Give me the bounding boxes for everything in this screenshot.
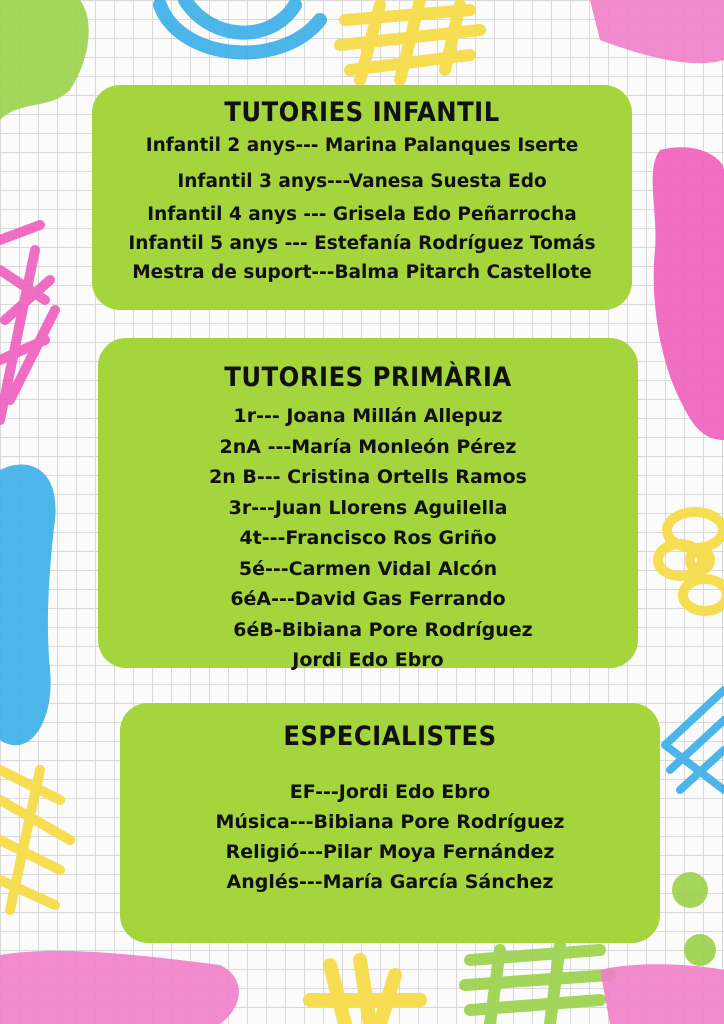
especialistes-line: EF---Jordi Edo Ebro bbox=[289, 781, 491, 803]
card-title-infantil: TUTORIES INFANTIL bbox=[224, 97, 500, 128]
primaria-line: 2n B--- Cristina Ortells Ramos bbox=[209, 466, 527, 488]
yellow-scribble-left bbox=[0, 770, 70, 910]
infantil-line: Infantil 5 anys --- Estefanía Rodríguez Tomás bbox=[128, 233, 596, 254]
primaria-line: 6éA---David Gas Ferrando bbox=[230, 588, 506, 610]
pink-scribble-top-right bbox=[590, 0, 724, 63]
infantil-line: Infantil 3 anys---Vanesa Suesta Edo bbox=[177, 171, 547, 192]
especialistes-line: Religió---Pilar Moya Fernández bbox=[225, 841, 555, 863]
card-tutories-infantil bbox=[92, 85, 632, 310]
primaria-line: 2nA ---María Monleón Pérez bbox=[219, 435, 517, 458]
yellow-flower-bottom bbox=[310, 960, 420, 1024]
pink-scribble-left bbox=[0, 225, 55, 420]
card-tutories-primaria bbox=[98, 338, 638, 671]
blue-blob-left bbox=[0, 464, 56, 745]
green-scribble-bottom bbox=[465, 945, 610, 1024]
primaria-line: 5é---Carmen Vidal Alcón bbox=[238, 557, 498, 580]
pink-scribble-bottom-left bbox=[0, 951, 239, 1024]
primaria-line: 3r---Juan Llorens Aguilella bbox=[228, 496, 508, 519]
infantil-line: Infantil 4 anys --- Grisela Edo Peñarrocha bbox=[147, 204, 577, 225]
blue-scribble-right bbox=[665, 690, 724, 790]
card-title-especialistes: ESPECIALISTES bbox=[283, 721, 497, 752]
card-especialistes bbox=[120, 703, 660, 943]
blue-swirl-top bbox=[160, 0, 320, 52]
primaria-line: 1r--- Joana Millán Allepuz bbox=[233, 405, 503, 427]
pink-scribble-bottom-right bbox=[600, 964, 724, 1024]
card-title-primaria: TUTORIES PRIMÀRIA bbox=[224, 362, 512, 393]
especialistes-line: Anglés---María García Sánchez bbox=[226, 871, 554, 893]
yellow-flower-right bbox=[658, 512, 724, 611]
primaria-line: Jordi Edo Ebro bbox=[292, 649, 444, 671]
primaria-line: 6éB-Bibiana Pore Rodríguez bbox=[233, 618, 533, 641]
infantil-line: Mestra de suport---Balma Pitarch Castellote bbox=[132, 262, 592, 283]
green-scribble-top-left bbox=[0, 0, 89, 120]
primaria-line: 4t---Francisco Ros Griño bbox=[239, 527, 497, 549]
yellow-scribble-top bbox=[340, 0, 480, 80]
green-dots-right bbox=[672, 872, 716, 966]
pink-blob-right bbox=[653, 147, 724, 440]
infantil-line: Infantil 2 anys--- Marina Palanques Iserte bbox=[145, 135, 579, 156]
especialistes-line: Música---Bibiana Pore Rodríguez bbox=[215, 811, 565, 833]
